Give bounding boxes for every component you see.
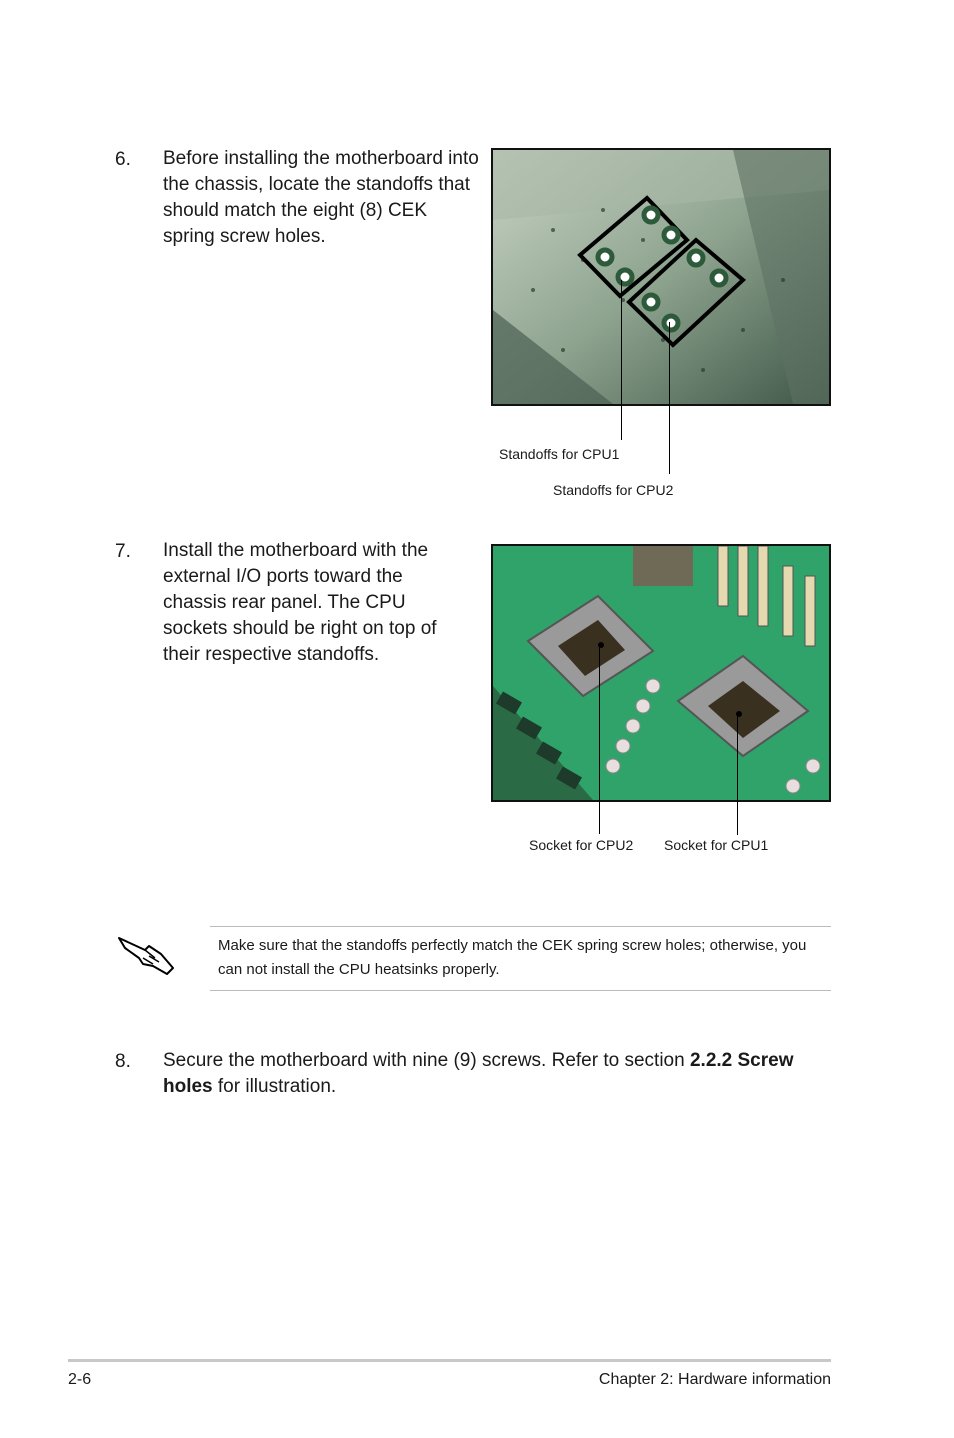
pointing-hand-icon: [115, 928, 179, 981]
step-8-text-before: Secure the motherboard with nine (9) screws. Refer to section: [163, 1050, 690, 1071]
leader-line-socket-cpu1: [737, 713, 738, 835]
step-6-text: Before installing the motherboard into the chassis, locate the standoffs that should match the eight (8) CEK spring screw holes.: [163, 148, 479, 247]
motherboard-sockets-photo: [491, 544, 831, 802]
standoffs-cpu1-label: Standoffs for CPU1: [499, 446, 620, 462]
step-7-number: 7.: [115, 541, 131, 562]
footer-rule: [68, 1359, 831, 1362]
step-8-text: [163, 1048, 823, 1100]
standoffs-cpu2-label: Standoffs for CPU2: [553, 482, 674, 498]
chapter-title: Chapter 2: Hardware information: [598, 1371, 831, 1388]
step-8-section-ref: 2.2.2 Screw holes: [163, 1050, 794, 1097]
note-bottom-rule: [210, 990, 831, 991]
socket-cpu1-label: Socket for CPU1: [664, 837, 769, 853]
step-8-number: 8.: [115, 1051, 131, 1072]
page-number: 2-6: [68, 1371, 92, 1388]
step-7-text: Install the motherboard with the external I/O ports toward the chassis rear panel. The CPU sockets should be right on top of their respective standoffs.: [163, 540, 437, 665]
socket-cpu2-label: Socket for CPU2: [529, 837, 634, 853]
note-text: Make sure that the standoffs perfectly match the CEK spring screw holes; otherwise, you can not install the CPU heatsinks properly.: [218, 937, 807, 978]
chassis-standoffs-photo: [491, 148, 831, 406]
leader-line-cpu1: [621, 280, 622, 440]
leader-line-socket-cpu2: [599, 644, 600, 834]
step-8-text-after: for illustration.: [212, 1076, 337, 1097]
note-top-rule: [210, 926, 831, 927]
leader-line-cpu2: [669, 322, 670, 474]
step-6-number: 6.: [115, 149, 131, 170]
